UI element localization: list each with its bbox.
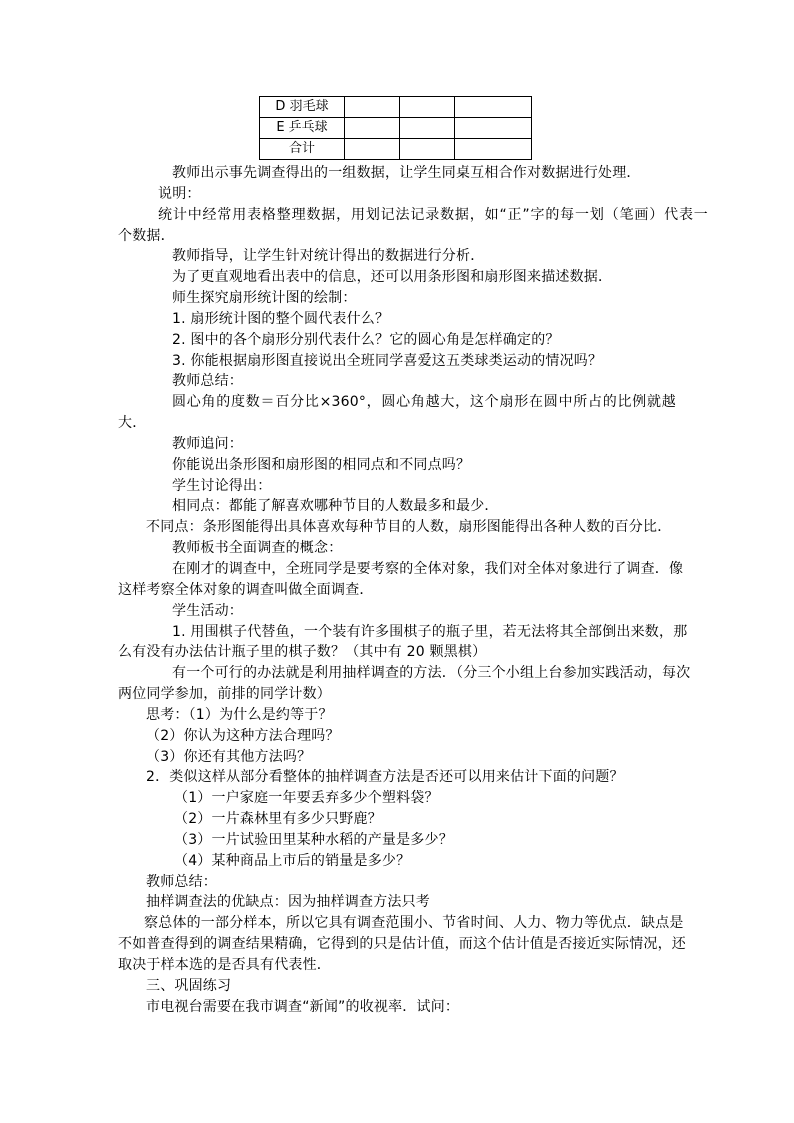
table-cell — [400, 97, 455, 118]
paragraph-line: 师生探究扇形统计图的绘制： — [172, 290, 357, 306]
paragraph-line: 教师追问： — [172, 436, 243, 452]
list-item: （1）一户家庭一年要丢弃多少个塑料袋？ — [174, 790, 439, 806]
paragraph-line: 圆心角的度数＝百分比×360°，圆心角越大，这个扇形在圆中所占的比例就越 — [172, 394, 676, 410]
paragraph-line: 你能说出条形图和扇形图的相同点和不同点吗？ — [172, 457, 471, 473]
tally-table — [259, 96, 532, 160]
table-row — [260, 97, 532, 118]
paragraph-line: 在刚才的调查中，全班同学是要考察的全体对象，我们对全体对象进行了调查．像 — [172, 561, 684, 577]
paragraph-line: 教师总结： — [146, 874, 217, 890]
paragraph-line: 学生活动： — [172, 603, 243, 619]
paragraph-line: 大． — [118, 415, 147, 431]
paragraph-line: 不如普查得到的调查结果精确，它得到的只是估计值，而这个估计值是否接近实际情况，还 — [118, 936, 686, 952]
table-cell-table-tennis: E 乒乓球 — [260, 118, 345, 139]
list-item: （3）你还有其他方法吗？ — [146, 749, 312, 765]
paragraph-line: 相同点：都能了解喜欢哪种节目的人数最多和最少． — [172, 498, 499, 514]
paragraph-line: 么有没有办法估计瓶子里的棋子数？（其中有 20 颗黑棋） — [118, 644, 487, 660]
paragraph-line: 为了更直观地看出表中的信息，还可以用条形图和扇形图来描述数据． — [172, 269, 613, 285]
list-item: （2）你认为这种方法合理吗？ — [146, 728, 340, 744]
table-cell — [455, 139, 532, 160]
paragraph-line: 察总体的一部分样本，所以它具有调查范围小、节省时间、人力、物力等优点．缺点是 — [144, 915, 684, 931]
paragraph-line: 取决于样本选的是否具有代表性． — [118, 957, 331, 973]
paragraph-line: 教师指导，让学生针对统计得出的数据进行分析． — [172, 248, 485, 264]
table-cell — [455, 118, 532, 139]
paragraph-line: 这样考察全体对象的调查叫做全面调查． — [118, 582, 374, 598]
paragraph-line: 教师出示事先调查得出的一组数据，让学生同桌互相合作对数据进行处理． — [172, 165, 641, 181]
table-cell — [400, 139, 455, 160]
table-cell-total: 合计 — [260, 139, 345, 160]
paragraph-line: 统计中经常用表格整理数据，用划记法记录数据，如“正”字的每一划（笔画）代表一 — [158, 207, 708, 223]
table-cell — [345, 139, 400, 160]
paragraph-line: 两位同学参加，前排的同学计数） — [118, 686, 331, 702]
paragraph-line: 不同点：条形图能得出具体喜欢每种节目的人数，扇形图能得出各种人数的百分比． — [146, 519, 672, 535]
paragraph-line: 有一个可行的办法就是利用抽样调查的方法．（分三个小组上台参加实践活动，每次 — [172, 665, 691, 681]
paragraph-line: 1. 用围棋子代替鱼，一个装有许多围棋子的瓶子里，若无法将其全部倒出来数，那 — [172, 624, 688, 640]
table-cell — [455, 97, 532, 118]
paragraph-line: 教师板书全面调查的概念： — [172, 540, 343, 556]
list-item: （3）一片试验田里某种水稻的产量是多少？ — [174, 832, 453, 848]
list-item: 2. 图中的各个扇形分别代表什么？它的圆心角是怎样确定的？ — [172, 332, 560, 348]
list-item: （2）一片森林里有多少只野鹿？ — [174, 811, 382, 827]
paragraph-line: 市电视台需要在我市调查“新闻”的收视率．试问： — [146, 999, 460, 1015]
paragraph-line: 学生讨论得出： — [172, 478, 272, 494]
table-cell — [345, 118, 400, 139]
table-cell-badminton: D 羽毛球 — [260, 97, 345, 118]
paragraph-line: 2．类似这样从部分看整体的抽样调查方法是否还可以用来估计下面的问题？ — [146, 769, 624, 785]
table-row — [260, 139, 532, 160]
paragraph-line: 思考：（1）为什么是约等于？ — [146, 707, 333, 723]
table-cell — [345, 97, 400, 118]
list-item: （4）某种商品上市后的销量是多少？ — [174, 853, 411, 869]
paragraph-line: 个数据． — [118, 228, 175, 244]
paragraph-line: 说明： — [158, 186, 201, 202]
paragraph-line: 教师总结： — [172, 373, 243, 389]
table-cell — [400, 118, 455, 139]
paragraph-line: 抽样调查法的优缺点：因为抽样调查方法只考 — [146, 894, 430, 910]
section-heading: 三、巩固练习 — [146, 978, 232, 994]
table-row — [260, 118, 532, 139]
list-item: 3. 你能根据扇形图直接说出全班同学喜爱这五类球类运动的情况吗？ — [172, 353, 603, 369]
list-item: 1. 扇形统计图的整个圆代表什么？ — [172, 311, 390, 327]
